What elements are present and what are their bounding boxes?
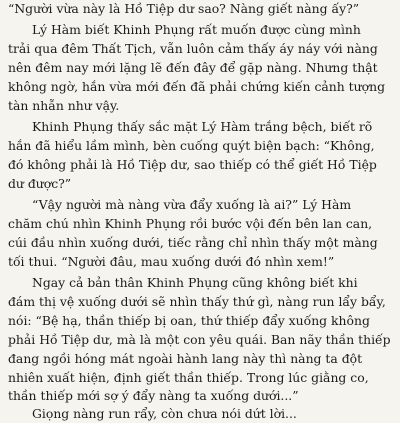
text-line: dư được?”: [8, 176, 72, 191]
text-line: Ngay cả bản thân Khinh Phụng cũng không biết khi: [32, 275, 358, 290]
text-line: “Người vừa này là Hồ Tiệp dư sao? Nàng giết nàng ấy?”: [8, 1, 360, 16]
text-line: Lý Hàm biết Khinh Phụng rất muốn được cùng mình: [32, 22, 361, 37]
text-line: tàn nhẫn như vậy.: [8, 98, 120, 113]
text-line: trải qua đêm Thất Tịch, vẫn luôn cảm thấy áy náy với nàng: [8, 41, 378, 56]
text-line: Giọng nàng run rẩy, còn chưa nói dứt lời...: [32, 406, 297, 421]
text-line: đám thị vệ xuống dưới sẽ nhìn thấy thứ gì, nàng run lẩy bẩy,: [8, 294, 386, 309]
text-line: thần thiếp mới sợ ý đẩy nàng ta xuống dưới...”: [8, 388, 299, 403]
text-line: đang ngồi hóng mát ngoài hành lang này thì nàng ta đột: [8, 351, 363, 366]
text-line: tối thui. “Người đâu, mau xuống dưới đó nhìn xem!”: [8, 254, 335, 269]
text-line: “Vậy người mà nàng vừa đẩy xuống là ai?” Lý Hàm: [32, 197, 352, 212]
text-line: đó không phải là Hồ Tiệp dư, sao thiếp có thể giết Hồ Tiệp: [8, 157, 377, 172]
text-line: nói: “Bệ hạ, thần thiếp bị oan, thứ thiếp đẩy xuống không: [8, 313, 370, 328]
text-line: Khinh Phụng thấy sắc mặt Lý Hàm trắng bệch, biết rõ: [32, 119, 373, 134]
text-line: nên đêm nay mới lặng lẽ đến đây để gặp nàng. Nhưng thật: [8, 60, 378, 75]
text-line: cúi đầu nhìn xuống dưới, tiếc rằng chỉ nhìn thấy một màng: [8, 235, 378, 250]
text-line: không ngờ, hắn vừa mới đến đã phải chứng kiến cảnh tượng: [8, 79, 386, 94]
text-line: nhiên xuất hiện, định giết thần thiếp. Trong lúc giằng co,: [8, 370, 369, 385]
text-line: chăm chú nhìn Khinh Phụng rồi bước vội đến bên lan can,: [8, 216, 373, 231]
text-line: phải Hồ Tiệp dư, mà là một con yêu quái. Ban nãy thần thiếp: [8, 332, 391, 347]
text-line: hắn đã hiểu lầm mình, bèn cuống quýt biện bạch: “Không,: [8, 138, 375, 153]
